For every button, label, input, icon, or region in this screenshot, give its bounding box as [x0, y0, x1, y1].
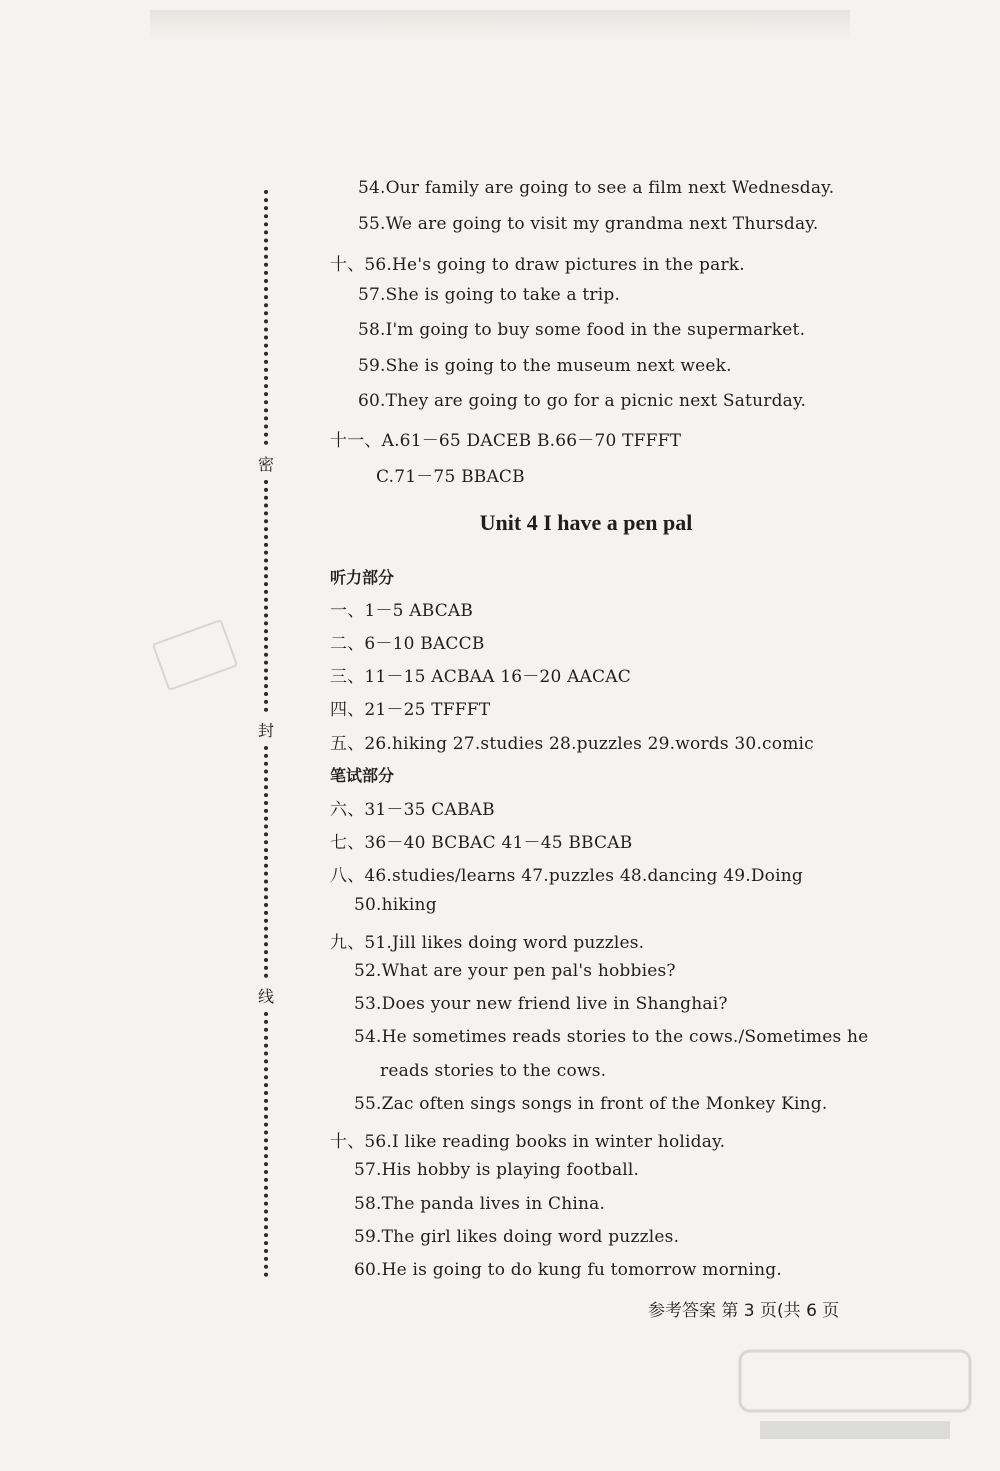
answer-line: 十一、A.61－65 DACEB B.66－70 TFFFT — [330, 431, 682, 451]
answer-line: 八、46.studies/learns 47.puzzles 48.dancing 49.Doing — [330, 866, 803, 886]
answer-line: 52.What are your pen pal's hobbies? — [354, 961, 676, 981]
binding-dotted-line — [264, 1012, 268, 1277]
answer-line: 50.hiking — [354, 895, 437, 915]
answer-line: reads stories to the cows. — [380, 1061, 607, 1081]
answer-line: 六、31－35 CABAB — [330, 800, 495, 820]
answer-line: 五、26.hiking 27.studies 28.puzzles 29.words 30.comic — [330, 734, 814, 754]
answer-line: 57.His hobby is playing football. — [354, 1160, 640, 1180]
listening-section-label: 听力部分 — [330, 568, 395, 587]
watermark-logo-image — [730, 1341, 980, 1451]
unit-title: Unit 4 I have a pen pal — [479, 510, 693, 535]
answer-line: 十、56.He's going to draw pictures in the park. — [330, 255, 745, 275]
answer-line: 54.Our family are going to see a film next Wednesday. — [358, 178, 835, 198]
answer-line: 十、56.I like reading books in winter holiday. — [330, 1132, 726, 1152]
answer-line: 七、36－40 BCBAC 41－45 BBCAB — [330, 833, 633, 853]
answer-line: 58.I'm going to buy some food in the supermarket. — [358, 320, 806, 340]
answer-line: 59.The girl likes doing word puzzles. — [354, 1227, 680, 1247]
answer-line: 58.The panda lives in China. — [354, 1194, 606, 1214]
answer-line: 55.We are going to visit my grandma next Thursday. — [358, 214, 819, 234]
seal-char-xian: 线 — [258, 984, 274, 1007]
answer-line: 53.Does your new friend live in Shanghai? — [354, 994, 728, 1014]
answer-line: 一、1－5 ABCAB — [330, 601, 474, 621]
written-section-label: 笔试部分 — [330, 766, 395, 785]
answer-line: 60.They are going to go for a picnic next Saturday. — [358, 391, 807, 411]
answer-line: 55.Zac often sings songs in front of the Monkey King. — [354, 1094, 828, 1114]
answer-line: 60.He is going to do kung fu tomorrow morning. — [354, 1260, 782, 1280]
answer-line: 二、6－10 BACCB — [330, 634, 485, 654]
faint-stamp-image — [152, 619, 239, 691]
seal-char-feng: 封 — [258, 718, 274, 741]
answer-line: 四、21－25 TFFFT — [330, 700, 491, 720]
binding-dotted-line — [264, 746, 268, 978]
scan-shadow — [150, 10, 850, 40]
answer-line: 57.She is going to take a trip. — [358, 285, 621, 305]
seal-char-mi: 密 — [258, 452, 274, 475]
answer-line: 九、51.Jill likes doing word puzzles. — [330, 933, 645, 953]
answer-line: 三、11－15 ACBAA 16－20 AACAC — [330, 667, 631, 687]
page-footer: 参考答案 第 3 页(共 6 页 — [648, 1301, 840, 1321]
answer-line: 54.He sometimes reads stories to the cows./Sometimes he — [354, 1027, 869, 1047]
answer-line: C.71－75 BBACB — [376, 467, 525, 487]
binding-dotted-line — [264, 190, 268, 445]
answer-line: 59.She is going to the museum next week. — [358, 356, 732, 376]
